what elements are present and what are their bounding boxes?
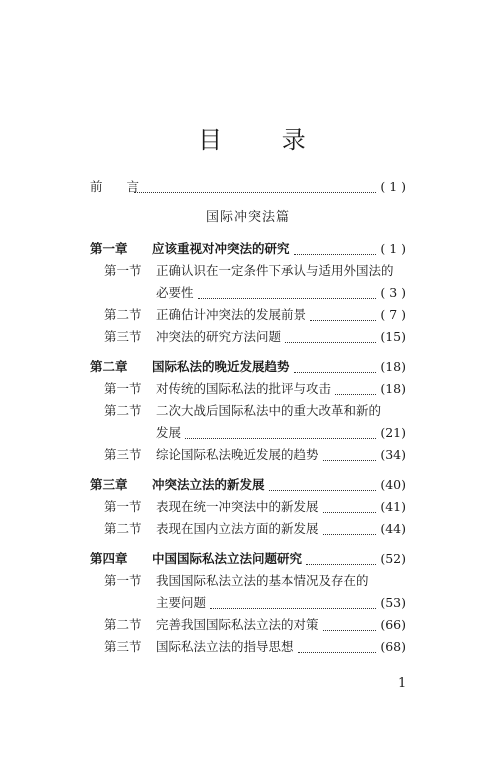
page-ref: ( 1 )	[380, 241, 406, 256]
table-of-contents	[90, 176, 406, 658]
section-title: 对传统的国际私法的批评与攻击	[156, 381, 332, 396]
section-title: 正确认识在一定条件下承认与适用外国法的	[156, 263, 394, 278]
section-number: 第二节	[104, 403, 142, 418]
dot-leader	[298, 646, 377, 653]
section-number: 第二节	[104, 617, 142, 632]
dot-leader	[323, 506, 377, 513]
page-ref: (68)	[380, 639, 406, 654]
toc-entry-chapter[interactable]	[90, 548, 406, 570]
toc-entry-chapter[interactable]	[90, 238, 406, 260]
section-number: 第一节	[104, 263, 142, 278]
toc-entry-preface[interactable]	[90, 176, 406, 198]
dot-leader	[185, 432, 376, 439]
toc-entry-section[interactable]	[90, 636, 406, 658]
section-title-cont: 主要问题	[156, 595, 207, 610]
toc-entry-section[interactable]	[90, 496, 406, 518]
toc-entry-section[interactable]	[90, 304, 406, 326]
dot-leader	[134, 186, 376, 193]
section-number: 第三节	[104, 639, 142, 654]
preface-label: 前 言	[90, 179, 149, 194]
dot-leader	[294, 366, 377, 373]
page-ref: ( 1 )	[380, 179, 406, 194]
dot-leader	[294, 248, 377, 255]
dot-leader	[323, 624, 377, 631]
page-ref: (41)	[380, 499, 406, 514]
section-number: 第二节	[104, 307, 142, 322]
toc-entry-section-cont[interactable]	[90, 282, 406, 304]
section-title: 表现在统一冲突法中的新发展	[156, 499, 319, 514]
chapter-title: 国际私法的晚近发展趋势	[152, 359, 290, 374]
toc-entry-section[interactable]	[90, 518, 406, 540]
section-title: 表现在国内立法方面的新发展	[156, 521, 319, 536]
dot-leader	[210, 602, 376, 609]
section-number: 第三节	[104, 329, 142, 344]
page-ref: ( 7 )	[380, 307, 406, 322]
page-ref: (53)	[380, 595, 406, 610]
dot-leader	[335, 388, 376, 395]
chapter-number: 第三章	[90, 477, 128, 492]
chapter-title: 冲突法立法的新发展	[152, 477, 265, 492]
toc-entry-chapter[interactable]	[90, 356, 406, 378]
toc-entry-section[interactable]	[90, 570, 406, 592]
chapter-number: 第四章	[90, 551, 128, 566]
dot-leader	[285, 336, 376, 343]
page-ref: (34)	[380, 447, 406, 462]
chapter-number: 第一章	[90, 241, 128, 256]
page-ref: (21)	[380, 425, 406, 440]
section-number: 第一节	[104, 381, 142, 396]
toc-heading: 目 录	[198, 126, 332, 154]
page-ref: (18)	[380, 381, 406, 396]
chapter-title: 应该重视对冲突法的研究	[152, 241, 290, 256]
chapter-number: 第二章	[90, 359, 128, 374]
section-title: 完善我国国际私法立法的对策	[156, 617, 319, 632]
page-ref: (66)	[380, 617, 406, 632]
page-ref: (44)	[380, 521, 406, 536]
section-number: 第一节	[104, 573, 142, 588]
section-title: 冲突法的研究方法问题	[156, 329, 282, 344]
toc-entry-section[interactable]	[90, 400, 406, 422]
part-title: 国际冲突法篇	[205, 210, 290, 225]
toc-entry-chapter[interactable]	[90, 474, 406, 496]
toc-entry-section[interactable]	[90, 326, 406, 348]
section-number: 第二节	[104, 521, 142, 536]
dot-leader	[310, 314, 376, 321]
page-ref: (40)	[380, 477, 406, 492]
page-ref: (18)	[380, 359, 406, 374]
section-title: 国际私法立法的指导思想	[156, 639, 294, 654]
dot-leader	[269, 484, 377, 491]
page-ref: (15)	[380, 329, 406, 344]
section-number: 第三节	[104, 447, 142, 462]
toc-entry-section[interactable]	[90, 260, 406, 282]
dot-leader	[198, 292, 377, 299]
toc-entry-section-cont[interactable]	[90, 592, 406, 614]
page-ref: (52)	[380, 551, 406, 566]
section-title: 二次大战后国际私法中的重大改革和新的	[156, 403, 382, 418]
toc-entry-section[interactable]	[90, 614, 406, 636]
chapter-title: 中国国际私法立法问题研究	[152, 551, 303, 566]
section-title-cont: 发展	[156, 425, 182, 440]
page-ref: ( 3 )	[380, 285, 406, 300]
page-number: 1	[398, 676, 407, 691]
section-title-cont: 必要性	[156, 285, 194, 300]
dot-leader	[306, 558, 376, 565]
section-title: 综论国际私法晚近发展的趋势	[156, 447, 319, 462]
section-title: 我国国际私法立法的基本情况及存在的	[156, 573, 369, 588]
toc-entry-section[interactable]	[90, 444, 406, 466]
toc-entry-section[interactable]	[90, 378, 406, 400]
dot-leader	[323, 454, 377, 461]
toc-entry-section-cont[interactable]	[90, 422, 406, 444]
dot-leader	[323, 528, 377, 535]
section-title: 正确估计冲突法的发展前景	[156, 307, 307, 322]
section-number: 第一节	[104, 499, 142, 514]
